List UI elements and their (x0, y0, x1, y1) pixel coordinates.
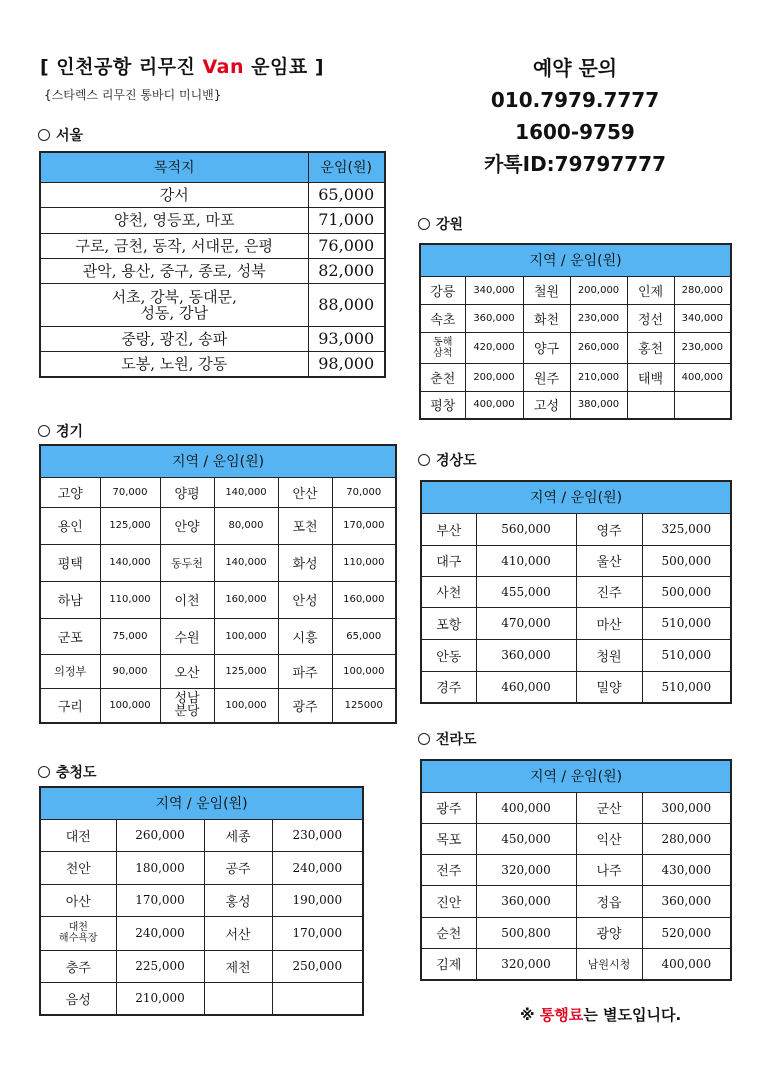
jeolla-header: 지역 / 운임(원) (421, 760, 731, 792)
region-name: 익산 (576, 823, 642, 854)
gyeonggi-header: 지역 / 운임(원) (40, 445, 396, 477)
seoul-fare: 65,000 (308, 182, 385, 207)
region-name: 목포 (421, 823, 476, 854)
region-fare: 510,000 (642, 671, 731, 703)
region-fare: 400,000 (476, 792, 576, 823)
region-fare: 200,000 (570, 276, 627, 304)
region-name: 충주 (40, 950, 116, 982)
seoul-destination: 중랑, 광진, 송파 (40, 326, 308, 351)
region-name: 동두천 (160, 544, 214, 581)
region-name: 진주 (576, 576, 642, 607)
region-fare: 80,000 (214, 507, 278, 544)
seoul-destination: 서초, 강북, 동대문, 성동, 강남 (40, 284, 308, 327)
region-fare: 460,000 (476, 671, 576, 703)
section-gangwon-label: 강원 (418, 214, 463, 234)
table-row (421, 671, 731, 703)
region-fare: 470,000 (476, 607, 576, 639)
region-name: 대전 (40, 819, 116, 851)
region-name: 경주 (421, 671, 476, 703)
table-row (421, 513, 731, 545)
gangwon-fare-table (419, 243, 732, 420)
region-name: 대천 해수욕장 (40, 916, 116, 950)
region-fare: 100,000 (214, 618, 278, 654)
region-fare: 320,000 (476, 948, 576, 980)
region-name: 강릉 (420, 276, 465, 304)
region-fare: 170,000 (116, 884, 204, 916)
region-fare: 70,000 (332, 477, 396, 507)
table-row (421, 823, 731, 854)
region-fare: 65,000 (332, 618, 396, 654)
toll-fee-note: ※ 통행료는 별도입니다. (520, 1006, 682, 1024)
table-row (40, 544, 396, 581)
region-fare: 340,000 (465, 276, 523, 304)
region-fare: 180,000 (116, 851, 204, 884)
region-name: 광주 (421, 792, 476, 823)
region-name: 동해 삼척 (420, 332, 465, 363)
contact-heading: 예약 문의 (532, 56, 618, 80)
table-row (40, 352, 385, 377)
region-name: 제천 (204, 950, 272, 982)
region-name: 청원 (576, 639, 642, 671)
region-fare: 280,000 (674, 276, 731, 304)
region-fare: 420,000 (465, 332, 523, 363)
region-fare (674, 391, 731, 419)
table-row (40, 884, 363, 916)
table-row (420, 391, 731, 419)
circle-bullet-icon (38, 129, 50, 141)
seoul-destination: 양천, 영등포, 마포 (40, 208, 308, 233)
section-chungcheong-label: 충청도 (38, 762, 97, 782)
region-fare: 280,000 (642, 823, 731, 854)
region-fare: 240,000 (272, 851, 363, 884)
region-fare: 410,000 (476, 545, 576, 576)
region-name: 안성 (278, 581, 332, 618)
region-name: 화천 (523, 304, 570, 332)
region-fare: 125,000 (214, 654, 278, 688)
region-fare: 260,000 (116, 819, 204, 851)
seoul-fare: 76,000 (308, 233, 385, 258)
region-name: 평택 (40, 544, 100, 581)
seoul-destination: 관악, 용산, 중구, 종로, 성북 (40, 258, 308, 283)
region-fare: 125000 (332, 688, 396, 723)
region-fare: 140,000 (100, 544, 160, 581)
region-name: 서산 (204, 916, 272, 950)
table-row (40, 326, 385, 351)
region-name: 천안 (40, 851, 116, 884)
table-row (421, 607, 731, 639)
seoul-fare: 98,000 (308, 352, 385, 377)
region-name: 음성 (40, 982, 116, 1015)
region-name: 전주 (421, 854, 476, 885)
region-name: 용인 (40, 507, 100, 544)
table-row (40, 477, 396, 507)
seoul-destination: 강서 (40, 182, 308, 207)
region-name: 평창 (420, 391, 465, 419)
region-fare: 400,000 (642, 948, 731, 980)
region-name: 시흥 (278, 618, 332, 654)
region-name: 나주 (576, 854, 642, 885)
region-fare: 170,000 (332, 507, 396, 544)
region-fare: 230,000 (272, 819, 363, 851)
contact-phone-1: 010.7979.7777 (490, 88, 660, 112)
region-fare: 400,000 (465, 391, 523, 419)
circle-bullet-icon (418, 218, 430, 230)
gyeongsang-header: 지역 / 운임(원) (421, 481, 731, 513)
region-fare: 100,000 (332, 654, 396, 688)
region-name (204, 982, 272, 1015)
region-name: 진안 (421, 885, 476, 917)
region-name: 안양 (160, 507, 214, 544)
region-name: 양평 (160, 477, 214, 507)
region-name: 원주 (523, 363, 570, 391)
table-row (421, 545, 731, 576)
region-fare: 500,000 (642, 576, 731, 607)
region-name: 춘천 (420, 363, 465, 391)
circle-bullet-icon (38, 766, 50, 778)
contact-kakao-id: 카톡ID:79797777 (483, 152, 666, 176)
region-name: 고양 (40, 477, 100, 507)
region-name: 영주 (576, 513, 642, 545)
table-row (421, 948, 731, 980)
table-row (40, 819, 363, 851)
seoul-fare: 88,000 (308, 284, 385, 327)
region-fare: 455,000 (476, 576, 576, 607)
region-fare: 520,000 (642, 917, 731, 948)
table-row (40, 284, 385, 327)
region-fare: 430,000 (642, 854, 731, 885)
region-fare: 110,000 (100, 581, 160, 618)
table-row (40, 208, 385, 233)
region-name: 세종 (204, 819, 272, 851)
region-name: 홍천 (627, 332, 674, 363)
seoul-destination: 구로, 금천, 동작, 서대문, 은평 (40, 233, 308, 258)
table-row (40, 851, 363, 884)
region-fare: 320,000 (476, 854, 576, 885)
table-row (40, 982, 363, 1015)
table-row (40, 916, 363, 950)
region-name: 마산 (576, 607, 642, 639)
region-name: 화성 (278, 544, 332, 581)
region-name: 홍성 (204, 884, 272, 916)
region-name: 태백 (627, 363, 674, 391)
circle-bullet-icon (418, 454, 430, 466)
region-name: 광주 (278, 688, 332, 723)
region-name: 김제 (421, 948, 476, 980)
region-name: 정읍 (576, 885, 642, 917)
seoul-fare: 93,000 (308, 326, 385, 351)
circle-bullet-icon (418, 733, 430, 745)
region-name: 수원 (160, 618, 214, 654)
seoul-fare: 82,000 (308, 258, 385, 283)
region-fare: 510,000 (642, 639, 731, 671)
table-row (40, 654, 396, 688)
region-fare: 360,000 (465, 304, 523, 332)
region-name: 오산 (160, 654, 214, 688)
region-name: 포천 (278, 507, 332, 544)
region-name: 사천 (421, 576, 476, 607)
region-fare: 400,000 (674, 363, 731, 391)
region-fare: 225,000 (116, 950, 204, 982)
region-fare (272, 982, 363, 1015)
region-fare: 170,000 (272, 916, 363, 950)
table-row (40, 688, 396, 723)
region-fare: 70,000 (100, 477, 160, 507)
table-row (421, 576, 731, 607)
table-row (420, 332, 731, 363)
table-row (40, 581, 396, 618)
circle-bullet-icon (38, 425, 50, 437)
region-fare: 325,000 (642, 513, 731, 545)
region-fare: 190,000 (272, 884, 363, 916)
region-fare: 500,000 (642, 545, 731, 576)
section-gyeonggi-label: 경기 (38, 421, 83, 441)
region-name: 군포 (40, 618, 100, 654)
table-row (421, 854, 731, 885)
gangwon-header: 지역 / 운임(원) (420, 244, 731, 276)
table-row (420, 363, 731, 391)
table-row (421, 885, 731, 917)
gyeongsang-fare-table (420, 480, 732, 704)
region-name: 인제 (627, 276, 674, 304)
section-seoul-label: 서울 (38, 125, 83, 145)
region-fare: 300,000 (642, 792, 731, 823)
section-gyeongsang-label: 경상도 (418, 450, 477, 470)
region-name: 철원 (523, 276, 570, 304)
region-fare: 90,000 (100, 654, 160, 688)
region-fare: 200,000 (465, 363, 523, 391)
table-row (40, 258, 385, 283)
region-fare: 210,000 (116, 982, 204, 1015)
region-fare: 140,000 (214, 477, 278, 507)
region-fare: 360,000 (476, 639, 576, 671)
region-fare: 100,000 (100, 688, 160, 723)
region-fare: 500,800 (476, 917, 576, 948)
region-fare: 140,000 (214, 544, 278, 581)
region-fare: 230,000 (674, 332, 731, 363)
seoul-header-destination: 목적지 (40, 152, 308, 182)
region-name: 성남 분당 (160, 688, 214, 723)
table-row (40, 233, 385, 258)
region-fare: 250,000 (272, 950, 363, 982)
region-name: 정선 (627, 304, 674, 332)
region-fare: 110,000 (332, 544, 396, 581)
region-fare: 230,000 (570, 304, 627, 332)
table-row (421, 639, 731, 671)
page-subtitle: {스타렉스 리무진 통바디 미니밴} (44, 88, 222, 102)
region-fare: 160,000 (332, 581, 396, 618)
region-name: 고성 (523, 391, 570, 419)
region-fare: 125,000 (100, 507, 160, 544)
region-name: 이천 (160, 581, 214, 618)
region-name: 공주 (204, 851, 272, 884)
contact-phone-2: 1600-9759 (515, 120, 635, 144)
region-name: 남원시청 (576, 948, 642, 980)
region-name: 아산 (40, 884, 116, 916)
region-name: 파주 (278, 654, 332, 688)
region-fare: 560,000 (476, 513, 576, 545)
table-row (420, 304, 731, 332)
region-fare: 260,000 (570, 332, 627, 363)
section-jeolla-label: 전라도 (418, 729, 477, 749)
region-name: 밀양 (576, 671, 642, 703)
seoul-destination: 도봉, 노원, 강동 (40, 352, 308, 377)
region-name: 의정부 (40, 654, 100, 688)
region-fare: 380,000 (570, 391, 627, 419)
table-row (421, 792, 731, 823)
table-row (40, 618, 396, 654)
region-name: 대구 (421, 545, 476, 576)
region-name (627, 391, 674, 419)
seoul-fare-table (39, 151, 386, 378)
region-name: 양구 (523, 332, 570, 363)
region-name: 광양 (576, 917, 642, 948)
seoul-fare: 71,000 (308, 208, 385, 233)
region-name: 포항 (421, 607, 476, 639)
region-fare: 360,000 (642, 885, 731, 917)
region-name: 안산 (278, 477, 332, 507)
page-title: [ 인천공항 리무진 Van 운임표 ] (40, 56, 325, 78)
table-row (40, 507, 396, 544)
seoul-header-fare: 운임(원) (308, 152, 385, 182)
region-fare: 510,000 (642, 607, 731, 639)
region-name: 울산 (576, 545, 642, 576)
region-fare: 340,000 (674, 304, 731, 332)
region-fare: 240,000 (116, 916, 204, 950)
chungcheong-header: 지역 / 운임(원) (40, 787, 363, 819)
region-fare: 75,000 (100, 618, 160, 654)
region-name: 안동 (421, 639, 476, 671)
table-row (40, 182, 385, 207)
region-name: 부산 (421, 513, 476, 545)
table-row (40, 950, 363, 982)
table-row (421, 917, 731, 948)
region-name: 군산 (576, 792, 642, 823)
chungcheong-fare-table (39, 786, 364, 1016)
jeolla-fare-table (420, 759, 732, 981)
table-row (420, 276, 731, 304)
region-fare: 360,000 (476, 885, 576, 917)
region-name: 구리 (40, 688, 100, 723)
region-fare: 210,000 (570, 363, 627, 391)
region-fare: 450,000 (476, 823, 576, 854)
region-fare: 160,000 (214, 581, 278, 618)
contact-block (480, 52, 670, 180)
gyeonggi-fare-table (39, 444, 397, 724)
region-name: 하남 (40, 581, 100, 618)
region-name: 속초 (420, 304, 465, 332)
region-name: 순천 (421, 917, 476, 948)
region-fare: 100,000 (214, 688, 278, 723)
